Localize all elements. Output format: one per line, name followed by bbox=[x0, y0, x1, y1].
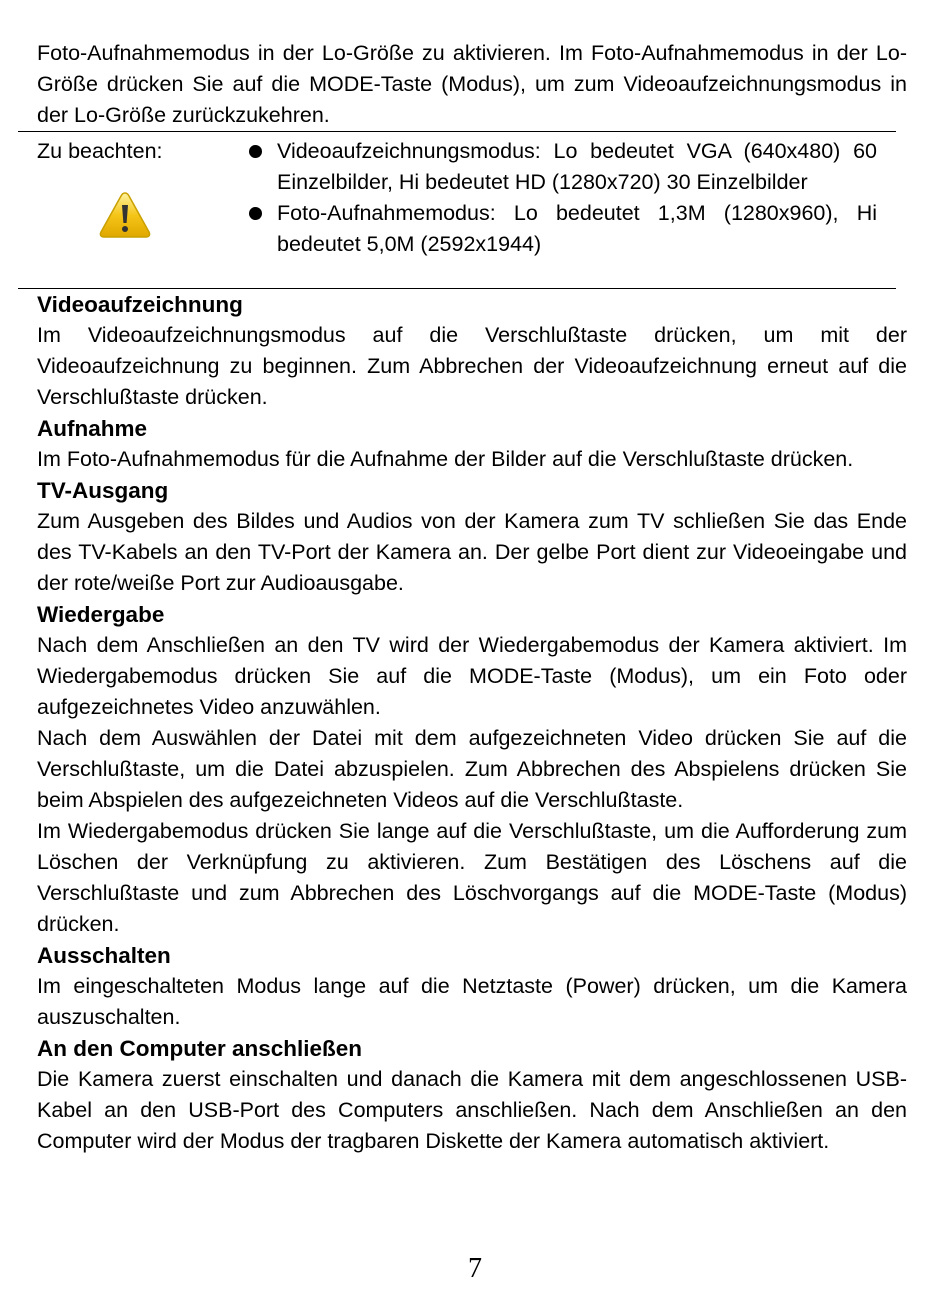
section-heading: Wiedergabe bbox=[37, 602, 165, 627]
section-paragraph: Nach dem Anschließen an den TV wird der Wiedergabemodus der Kamera aktiviert. Im Wiedergabemodus drücken Sie auf die MODE-Taste (Modus), um ein Foto oder aufgezeichnetes Video anzuwählen. bbox=[37, 633, 907, 719]
section-paragraph: Im Videoaufzeichnungsmodus auf die Verschlußtaste drücken, um mit der Videoaufzeichnung zu beginnen. Zum Abbrechen der Videoaufzeichnung erneut auf die Verschlußtaste drücken. bbox=[37, 323, 907, 409]
bullet-icon bbox=[249, 145, 262, 158]
section-paragraph: Im Foto-Aufnahmemodus für die Aufnahme der Bilder auf die Verschlußtaste drücken. bbox=[37, 447, 854, 471]
note-item-text: Foto-Aufnahmemodus: Lo bedeutet 1,3M (1280x960), Hi bedeutet 5,0M (2592x1944) bbox=[277, 201, 877, 256]
section-heading: Aufnahme bbox=[37, 416, 148, 441]
page-number: 7 bbox=[468, 1253, 482, 1284]
note-box bbox=[18, 131, 896, 289]
note-item bbox=[237, 198, 877, 260]
section-heading: TV-Ausgang bbox=[37, 478, 169, 503]
section-paragraph: Die Kamera zuerst einschalten und danach die Kamera mit dem angeschlossenen USB-Kabel an den USB-Port des Computers anschließen. Nach dem Anschließen an den Computer wird der Modus der tragbaren Diskette der Kamera automatisch aktiviert. bbox=[37, 1067, 907, 1153]
section-videoaufzeichnung bbox=[37, 289, 907, 413]
section-tv-ausgang bbox=[37, 475, 907, 599]
note-label: Zu beachten: bbox=[37, 139, 163, 163]
section-heading: An den Computer anschließen bbox=[37, 1036, 363, 1061]
section-paragraph: Im eingeschalteten Modus lange auf die Netztaste (Power) drücken, um die Kamera auszuschalten. bbox=[37, 974, 907, 1029]
section-paragraph: Nach dem Auswählen der Datei mit dem aufgezeichneten Video drücken Sie auf die Verschlußtaste, um die Datei abzuspielen. Zum Abbrechen des Abspielens drücken Sie beim Abspielen des aufgezeichneten Videos auf die Verschlußtaste. bbox=[37, 726, 907, 812]
section-paragraph: Im Wiedergabemodus drücken Sie lange auf die Verschlußtaste, um die Aufforderung zum Löschen der Verknüpfung zu aktivieren. Zum Bestätigen des Löschens auf die Verschlußtaste und zum Abbrechen des Löschvorgangs auf die MODE-Taste (Modus) drücken. bbox=[37, 819, 907, 936]
warning-icon bbox=[98, 190, 152, 240]
intro-paragraph: Foto-Aufnahmemodus in der Lo-Größe zu aktivieren. Im Foto-Aufnahmemodus in der Lo-Größe drücken Sie auf die MODE-Taste (Modus), um zum Videoaufzeichnungsmodus in der Lo-Größe zurückzukehren. bbox=[37, 41, 907, 127]
section-heading: Videoaufzeichnung bbox=[37, 292, 243, 317]
section-paragraph: Zum Ausgeben des Bildes und Audios von der Kamera zum TV schließen Sie das Ende des TV-Kabels an den TV-Port der Kamera an. Der gelbe Port dient zur Videoeingabe und der rote/weiße Port zur Audioausgabe. bbox=[37, 509, 907, 595]
section-ausschalten bbox=[37, 940, 907, 1033]
section-wiedergabe bbox=[37, 599, 907, 940]
note-item-text: Videoaufzeichnungsmodus: Lo bedeutet VGA (640x480) 60 Einzelbilder, Hi bedeutet HD (1280x720) 30 Einzelbilder bbox=[277, 139, 877, 194]
section-heading: Ausschalten bbox=[37, 943, 171, 968]
section-aufnahme bbox=[37, 413, 907, 475]
section-computer-anschliessen bbox=[37, 1033, 907, 1157]
note-item bbox=[237, 136, 877, 198]
document-page bbox=[37, 38, 907, 1157]
bullet-icon bbox=[249, 207, 262, 220]
note-list bbox=[237, 136, 877, 260]
